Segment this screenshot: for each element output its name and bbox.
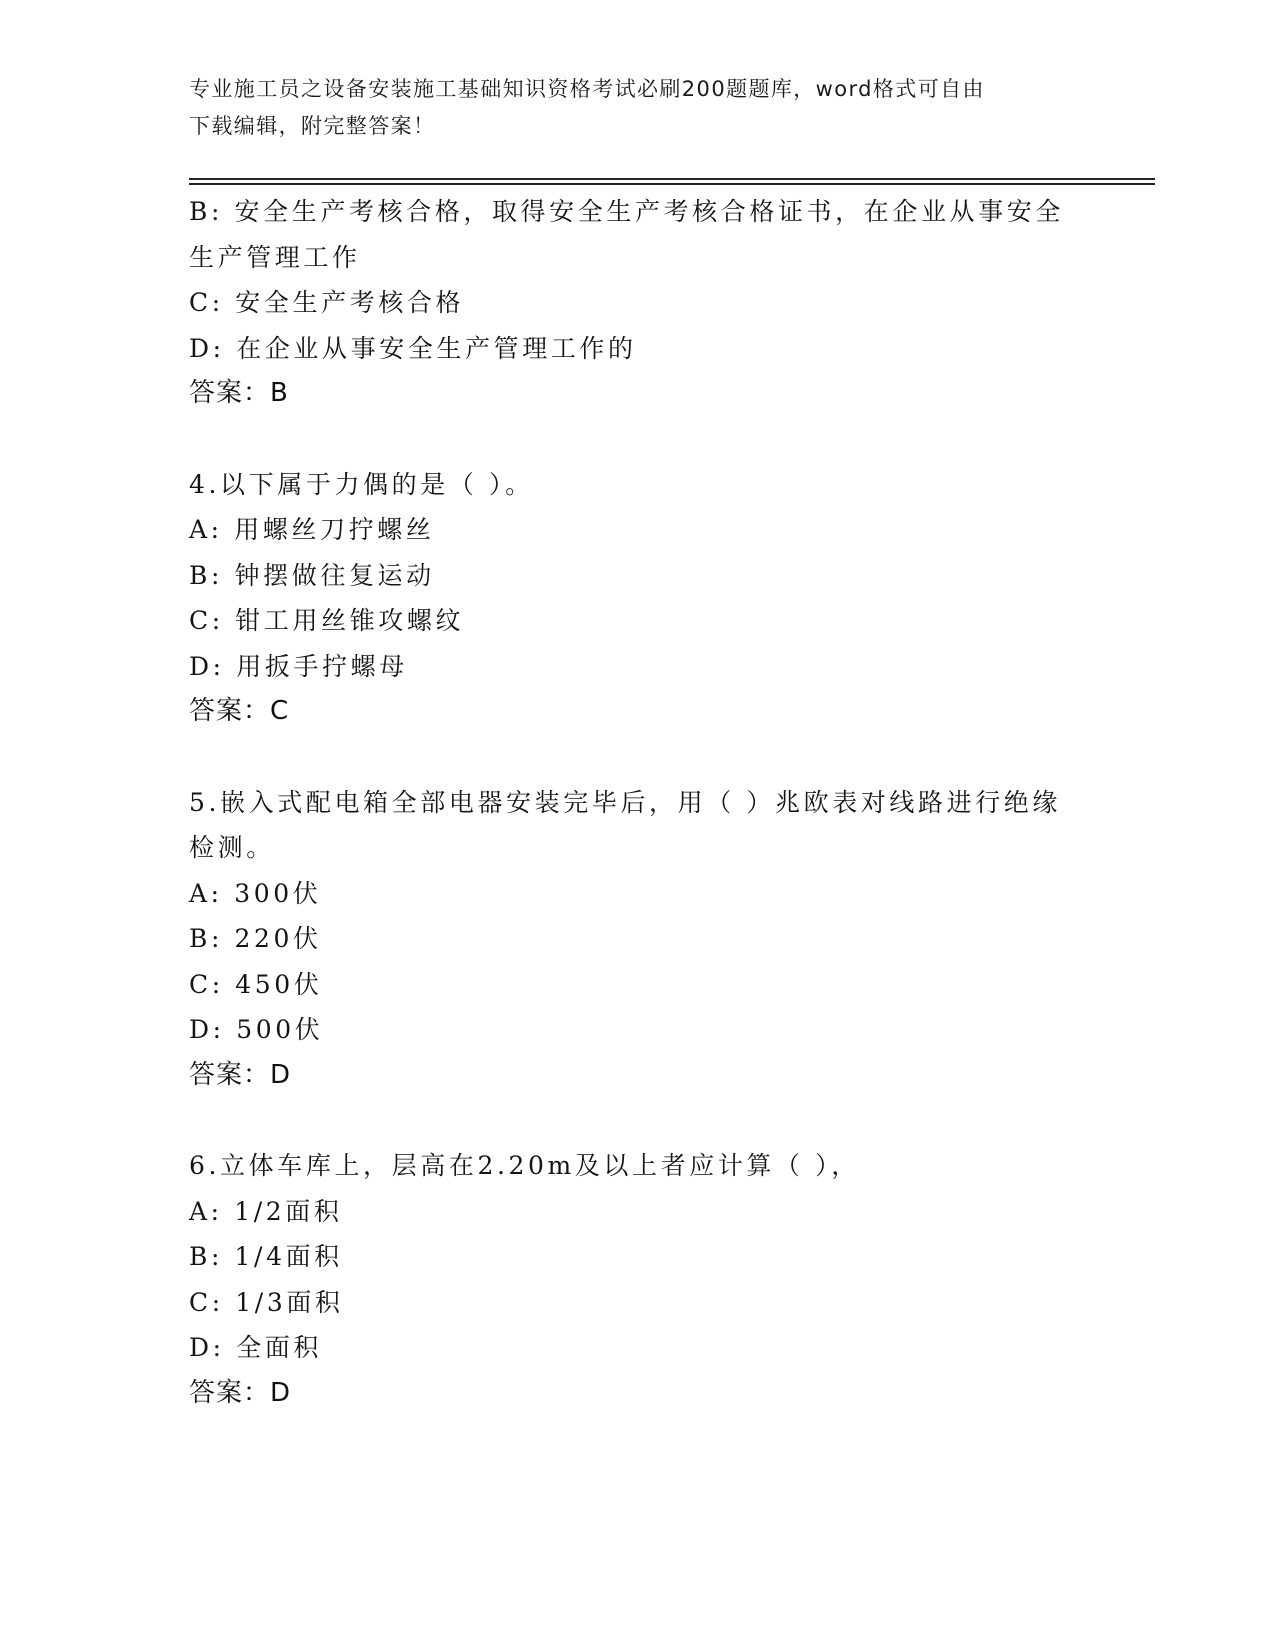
- answer: 答案：B: [189, 378, 289, 408]
- option-d: D: 在企业从事安全生产管理工作的: [189, 333, 637, 363]
- header-title-line-2: 下载编辑，附完整答案！: [189, 114, 436, 138]
- option-c: C: 钳工用丝锥攻螺纹: [189, 606, 465, 635]
- question-text: 4.以下属于力偶的是（ ）。: [189, 469, 534, 499]
- option-b: B: 钟摆做往复运动: [189, 560, 435, 590]
- question-4: [189, 462, 1089, 735]
- option-a: A: 用螺丝刀拧螺丝: [189, 515, 435, 544]
- question-3-tail: [189, 189, 1089, 417]
- question-6: [189, 1143, 1089, 1416]
- option-d: D: 用扳手拧螺母: [189, 651, 408, 681]
- option-c: C: 450伏: [189, 969, 323, 999]
- option-b-continued: 生产管理工作: [189, 242, 361, 272]
- question-text-continued: 检测。: [189, 833, 275, 862]
- question-list: [189, 189, 1089, 1416]
- option-a: A: 300伏: [189, 878, 322, 908]
- header-divider-top: [189, 178, 1155, 180]
- option-c: C: 安全生产考核合格: [189, 288, 465, 317]
- option-a: A: 1/2面积: [189, 1196, 343, 1226]
- option-b: B: 安全生产考核合格，取得安全生产考核合格证书，在企业从事安全: [189, 197, 1064, 226]
- question-text: 5.嵌入式配电箱全部电器安装完毕后，用（ ）兆欧表对线路进行绝缘: [189, 787, 1062, 817]
- document-header: [189, 71, 1069, 145]
- question-5: [189, 780, 1089, 1099]
- option-d: D: 500伏: [189, 1015, 324, 1044]
- option-d: D: 全面积: [189, 1333, 323, 1362]
- question-text: 6.立体车库上，层高在2.20m及以上者应计算（ ），: [189, 1151, 860, 1180]
- option-c: C: 1/3面积: [189, 1287, 344, 1317]
- option-b: B: 1/4面积: [189, 1242, 343, 1271]
- option-b: B: 220伏: [189, 924, 322, 953]
- answer: 答案：D: [189, 1059, 292, 1090]
- answer: 答案：D: [189, 1377, 292, 1408]
- header-title-line-1: 专业施工员之设备安装施工基础知识资格考试必刷200题题库，word格式可自由: [189, 77, 985, 101]
- answer: 答案：C: [189, 696, 290, 726]
- header-divider-bottom: [189, 183, 1155, 185]
